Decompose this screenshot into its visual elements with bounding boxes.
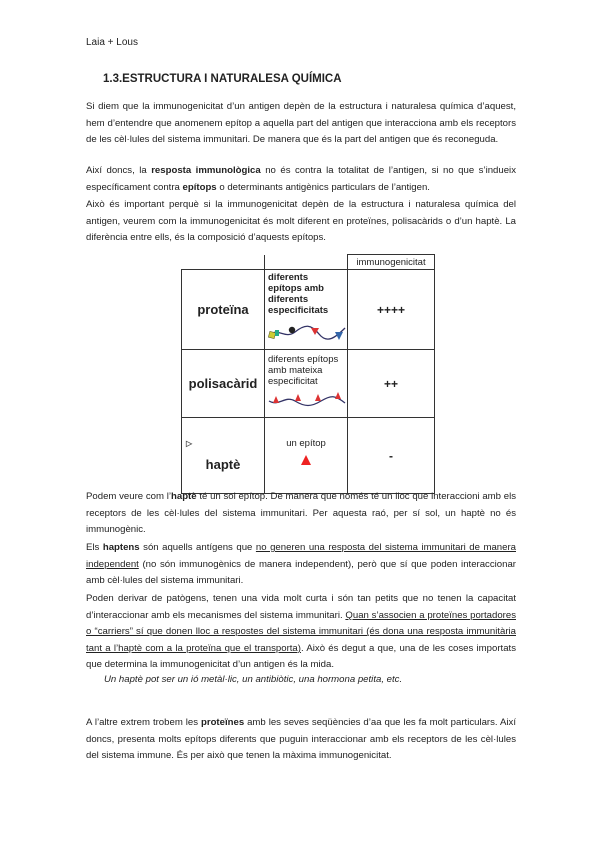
text: . Això és degut a que, una de les coses importats que determina la immunogenicitat d’un antigen és la mida. [86, 642, 516, 671]
paragraph-1: Si diem que la immunogenicitat d’un antigen depèn de la estructura i naturalesa química d’aquest, hem d’entendre que anomenem epítop a aquella part del antigen que interacciona amb els receptors de les cèl·lules del sistema immunitari. De manera que és la part del antigen que és reconeguda. [86, 101, 516, 146]
row-label-proteina: proteïna [182, 270, 265, 350]
section-title: 1.3.ESTRUCTURA I NATURALESA QUÍMICA [103, 73, 342, 85]
underlined-text: Quan s’associen a proteïnes portadores o “carriers” sí que donen lloc a respostes del sistema immunitari (és dona una resposta immunitària tant a l’haptè com a la proteïna que el transporta) [86, 609, 516, 654]
text: o determinants antigènics particulars de l’antigen. [216, 181, 430, 193]
underlined-text: no generen una resposta del sistema immunitari de manera independent [86, 542, 516, 570]
bold-term: epítops [182, 181, 217, 193]
text: Així doncs, la [86, 165, 152, 176]
empty-corner [265, 255, 348, 270]
row-label-hapte [182, 418, 265, 494]
polysaccharide-score: ++ [348, 350, 435, 418]
paragraph-7-example: Un haptè pot ser un ió metàl·lic, un antibiòtic, una hormona petita, etc. [104, 674, 403, 685]
protein-epitope-cell [265, 270, 348, 350]
bold-term: proteïnes [200, 717, 245, 728]
page-header-author: Laia + Lous [86, 37, 138, 48]
text: no és contra la totalitat de l’antigen, si no que s’indueix específicament contra [86, 165, 516, 193]
paragraph-4 [86, 489, 516, 539]
paragraph-8 [86, 715, 516, 765]
hapte-label: haptè [205, 457, 241, 472]
protein-score: ++++ [348, 270, 435, 350]
bold-term: haptens [102, 542, 140, 553]
text: Podem veure com l’ [86, 491, 171, 502]
row-label-polisacarid: polisacàrid [182, 350, 265, 418]
paragraph-6 [86, 591, 516, 674]
text: amb les seves seqüències d’aa que les fa molt particulars. Així doncs, presenta molts epítops diferents que puguin interaccionar amb els receptors de les cèl·lules del sistema immune. És per això que tenen la màxima immunogenicitat. [86, 717, 516, 762]
empty-corner [182, 255, 265, 270]
text: A l’altre extrem trobem les [86, 717, 201, 728]
text: són aquells antígens que [139, 542, 256, 553]
protein-epitope-desc: diferents epítops amb diferents especificitats [268, 272, 329, 316]
hapten-epitope-cell [265, 418, 348, 494]
text: té un sol epítop. De manera que només té un lloc que interaccioni amb els receptors de les cèl·lules del sistema immunitari. Per aquesta raó, per sí sol, un haptè no és immunogènic. [86, 491, 517, 536]
cursor-icon: ▷ [186, 439, 193, 448]
hapten-score: - [348, 418, 435, 494]
hapten-epitope-diagram [265, 449, 347, 471]
bold-term: resposta immunològica [151, 165, 261, 176]
polysaccharide-epitope-desc: diferents epítops amb mateixa especificitat [268, 353, 339, 387]
text: Poden derivar de patògens, tenen una vida molt curta i són tan petits que no tenen la capacitat d’interaccionar amb els mecanismes del sistema immunitari. [86, 593, 516, 621]
paragraph-2 [86, 163, 516, 196]
col-header-immunogenicitat: immunogenicitat [348, 255, 435, 270]
polysaccharide-epitope-cell [265, 350, 348, 418]
text: (no són immunogènics de manera independent), però que sí que poden interaccionar amb cèl·lules del sistema immunitari. [86, 558, 516, 587]
text: Els [86, 542, 103, 553]
hapten-epitope-desc: un epítop [286, 437, 326, 449]
bold-term: haptè [171, 491, 197, 502]
protein-epitope-diagram [265, 318, 347, 344]
paragraph-3: Això és important perquè si la immunogenicitat depèn de la estructura i naturalesa química del antigen, veurem com la immunogenicitat és molt diferent en proteïnes, polisacàrids o d’un haptè. La diferència entre ells, és la composició d’aquests epítops. [86, 199, 516, 244]
paragraph-5 [86, 540, 516, 590]
immunogenicity-table [181, 254, 435, 494]
polysaccharide-epitope-diagram [265, 389, 347, 411]
